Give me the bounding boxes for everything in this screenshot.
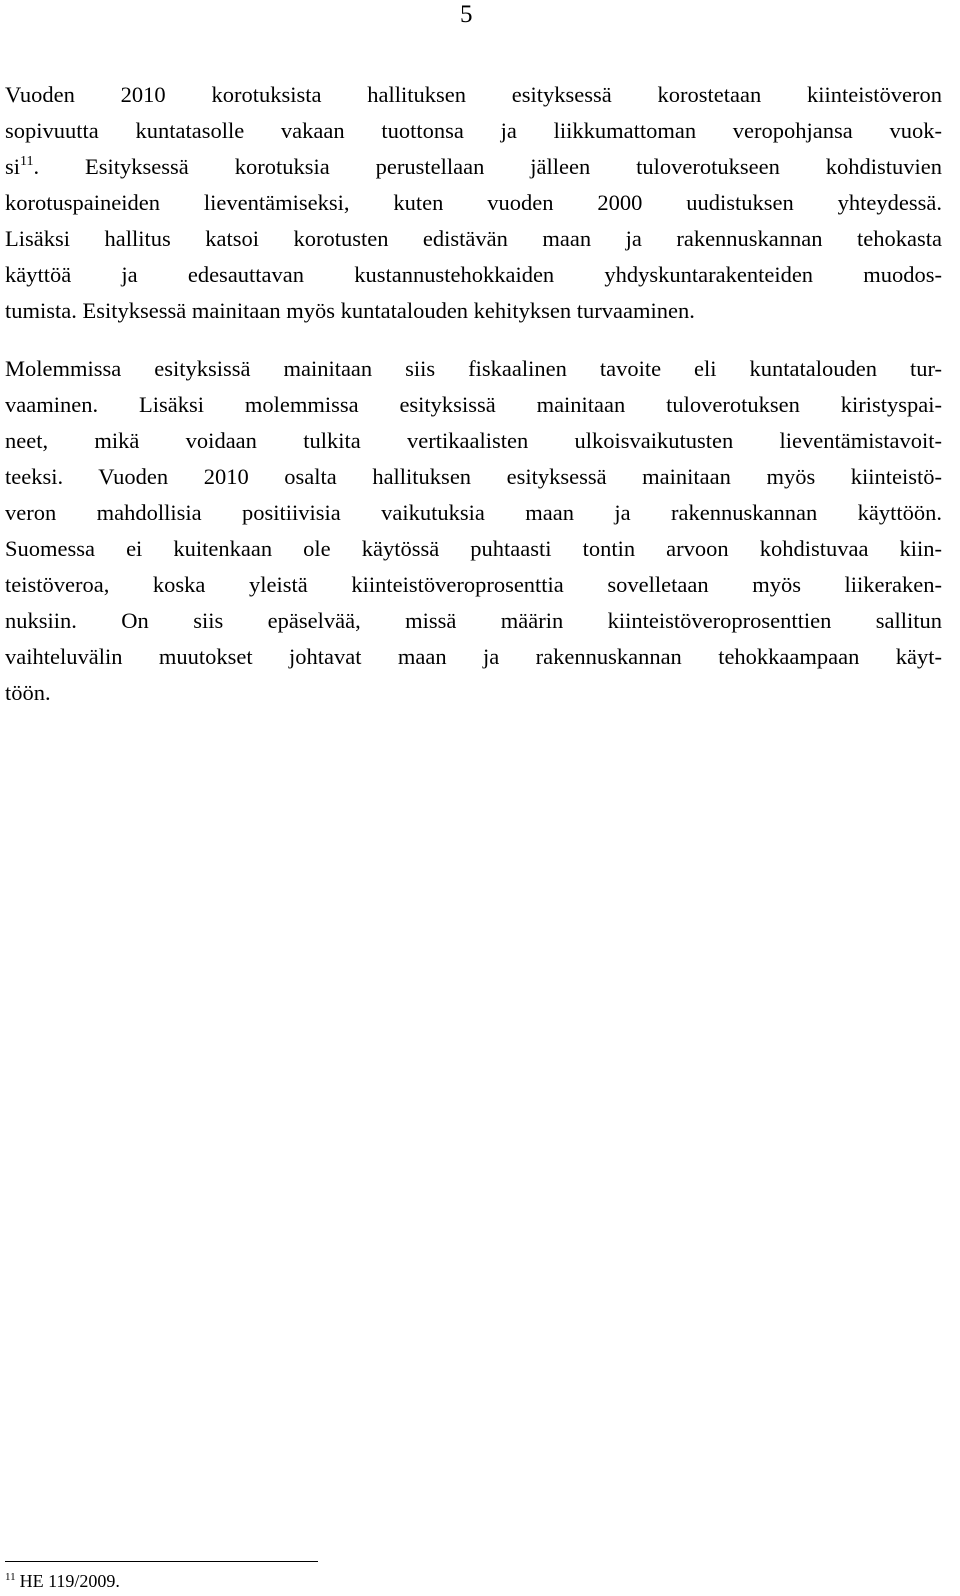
text-line: käyttöä ja edesauttavan kustannustehokkaiden yhdyskuntarakenteiden muodos- [5,262,942,287]
text-line: veron mahdollisia positiivisia vaikutuksia maan ja rakennuskannan käyttöön. [5,500,942,525]
text-line: teeksi. Vuoden 2010 osalta hallituksen esityksessä mainitaan myös kiinteistö- [5,464,942,489]
text-fragment: si [5,154,21,179]
footnote [5,1569,120,1593]
text-line: Molemmissa esityksissä mainitaan siis fiskaalinen tavoite eli kuntatalouden tur- [5,356,942,381]
text-line: vaaminen. Lisäksi molemmissa esityksissä mainitaan tuloverotuksen kiristyspai- [5,392,942,417]
text-line: korotuspaineiden lieventämiseksi, kuten vuoden 2000 uudistuksen yhteydessä. [5,190,942,215]
page-number: 5 [460,1,473,28]
text-line [5,152,942,182]
footnote-divider [5,1561,318,1562]
text-line: tumista. Esityksessä mainitaan myös kuntatalouden kehityksen turvaaminen. [5,298,695,323]
text-line: nuksiin. On siis epäselvää, missä määrin kiinteistöveroprosenttien sallitun [5,608,942,633]
text-line: Suomessa ei kuitenkaan ole käytössä puhtaasti tontin arvoon kohdistuvaa kiin- [5,536,942,561]
footnote-text: HE 119/2009. [19,1571,120,1591]
text-fragment: . Esityksessä korotuksia perustellaan jälleen tuloverotukseen kohdistuvien [33,154,942,179]
text-line: teistöveroa, koska yleistä kiinteistöveroprosenttia sovelletaan myös liikeraken- [5,572,942,597]
text-line: sopivuutta kuntatasolle vakaan tuottonsa ja liikkumattoman veropohjansa vuok- [5,118,942,143]
footnote-reference: 11 [20,154,34,169]
text-line: töön. [5,680,51,705]
text-line: Vuoden 2010 korotuksista hallituksen esityksessä korostetaan kiinteistöveron [5,82,942,107]
footnote-marker: 11 [5,1571,16,1583]
text-line: neet, mikä voidaan tulkita vertikaalisten ulkoisvaikutusten lieventämistavoit- [5,428,942,453]
text-line: vaihteluvälin muutokset johtavat maan ja rakennuskannan tehokkaampaan käyt- [5,644,942,669]
text-line: Lisäksi hallitus katsoi korotusten edistävän maan ja rakennuskannan tehokasta [5,226,942,251]
